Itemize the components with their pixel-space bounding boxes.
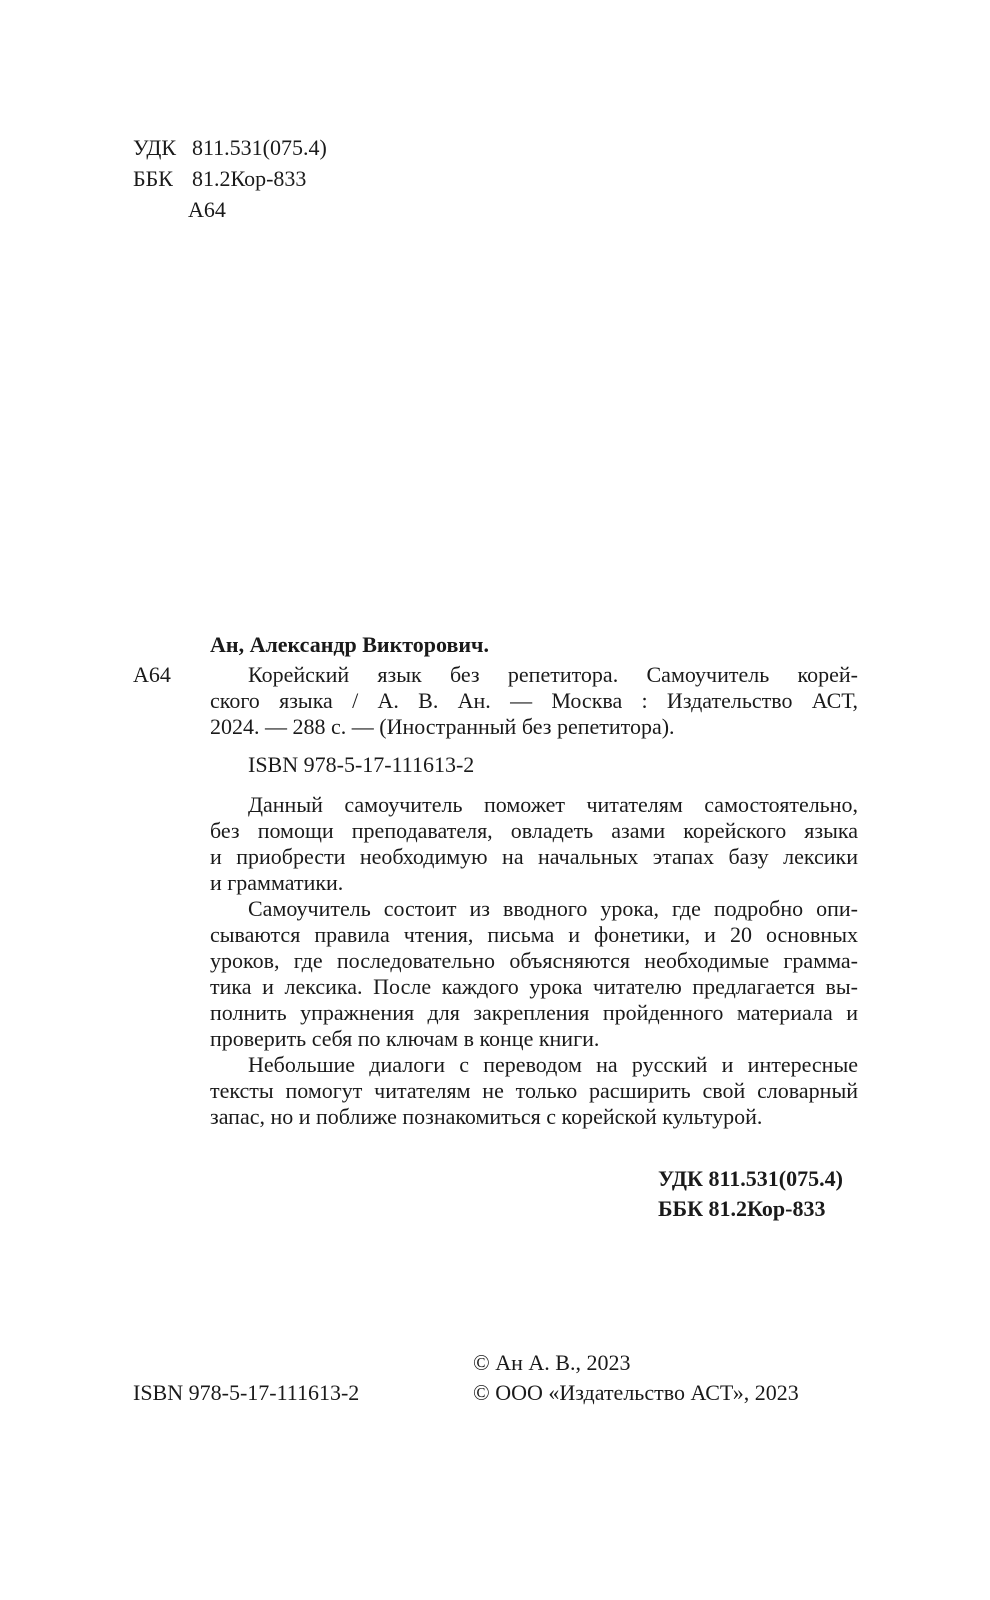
title-line: ского языка / А. В. Ан. — Москва : Издательство АСТ, [210, 688, 858, 713]
udk-value: 811.531(075.4) [192, 135, 327, 160]
record-isbn: ISBN 978-5-17-111613-2 [248, 752, 475, 777]
annotation-line: полнить упражнения для закрепления пройденного материала и [210, 1000, 858, 1025]
annotation-line: и грамматики. [210, 870, 344, 895]
author-mark: А64 [188, 197, 226, 222]
annotation [210, 792, 858, 1130]
footer-classification-codes [658, 1164, 843, 1224]
udk-label: УДК [133, 135, 177, 160]
annotation-line: уроков, где последовательно объясняются необходимые грамма- [210, 948, 858, 973]
title-line: Корейский язык без репетитора. Самоучитель корей- [248, 662, 858, 687]
imprint-isbn: ISBN 978-5-17-111613-2 [133, 1380, 360, 1405]
title-line: 2024. — 288 с. — (Иностранный без репетитора). [210, 714, 675, 739]
annotation-line: тика и лексика. После каждого урока читателю предлагается вы- [210, 974, 858, 999]
annotation-line: Самоучитель состоит из вводного урока, где подробно опи- [248, 896, 858, 921]
author-heading: Ан, Александр Викторович. [210, 632, 489, 657]
annotation-line: проверить себя по ключам в конце книги. [210, 1026, 600, 1051]
annotation-line: сываются правила чтения, письма и фонетики, и 20 основных [210, 922, 858, 947]
footer-bbk: ББК 81.2Кор-833 [658, 1196, 826, 1221]
annotation-line: и приобрести необходимую на начальных этапах базу лексики [210, 844, 858, 869]
annotation-line: запас, но и поближе познакомиться с корейской культурой. [210, 1104, 763, 1129]
bbk-label: ББК [133, 166, 173, 191]
title-block [210, 662, 858, 740]
udk-row [133, 132, 327, 163]
copyright-publisher: © ООО «Издательство АСТ», 2023 [473, 1380, 799, 1405]
bbk-value: 81.2Кор-833 [192, 166, 307, 191]
annotation-line: Небольшие диалоги с переводом на русский и интересные [248, 1052, 858, 1077]
header-classification-codes [133, 132, 327, 225]
bbk-row [133, 163, 327, 194]
author-mark-row [133, 194, 327, 225]
annotation-line: Данный самоучитель поможет читателям самостоятельно, [248, 792, 858, 817]
footer-udk: УДК 811.531(075.4) [658, 1166, 843, 1191]
copyright-author: © Ан А. В., 2023 [473, 1350, 631, 1375]
side-author-mark: А64 [133, 662, 171, 687]
annotation-line: без помощи преподавателя, овладеть азами корейского языка [210, 818, 858, 843]
annotation-line: тексты помогут читателям не только расширить свой словарный [210, 1078, 858, 1103]
